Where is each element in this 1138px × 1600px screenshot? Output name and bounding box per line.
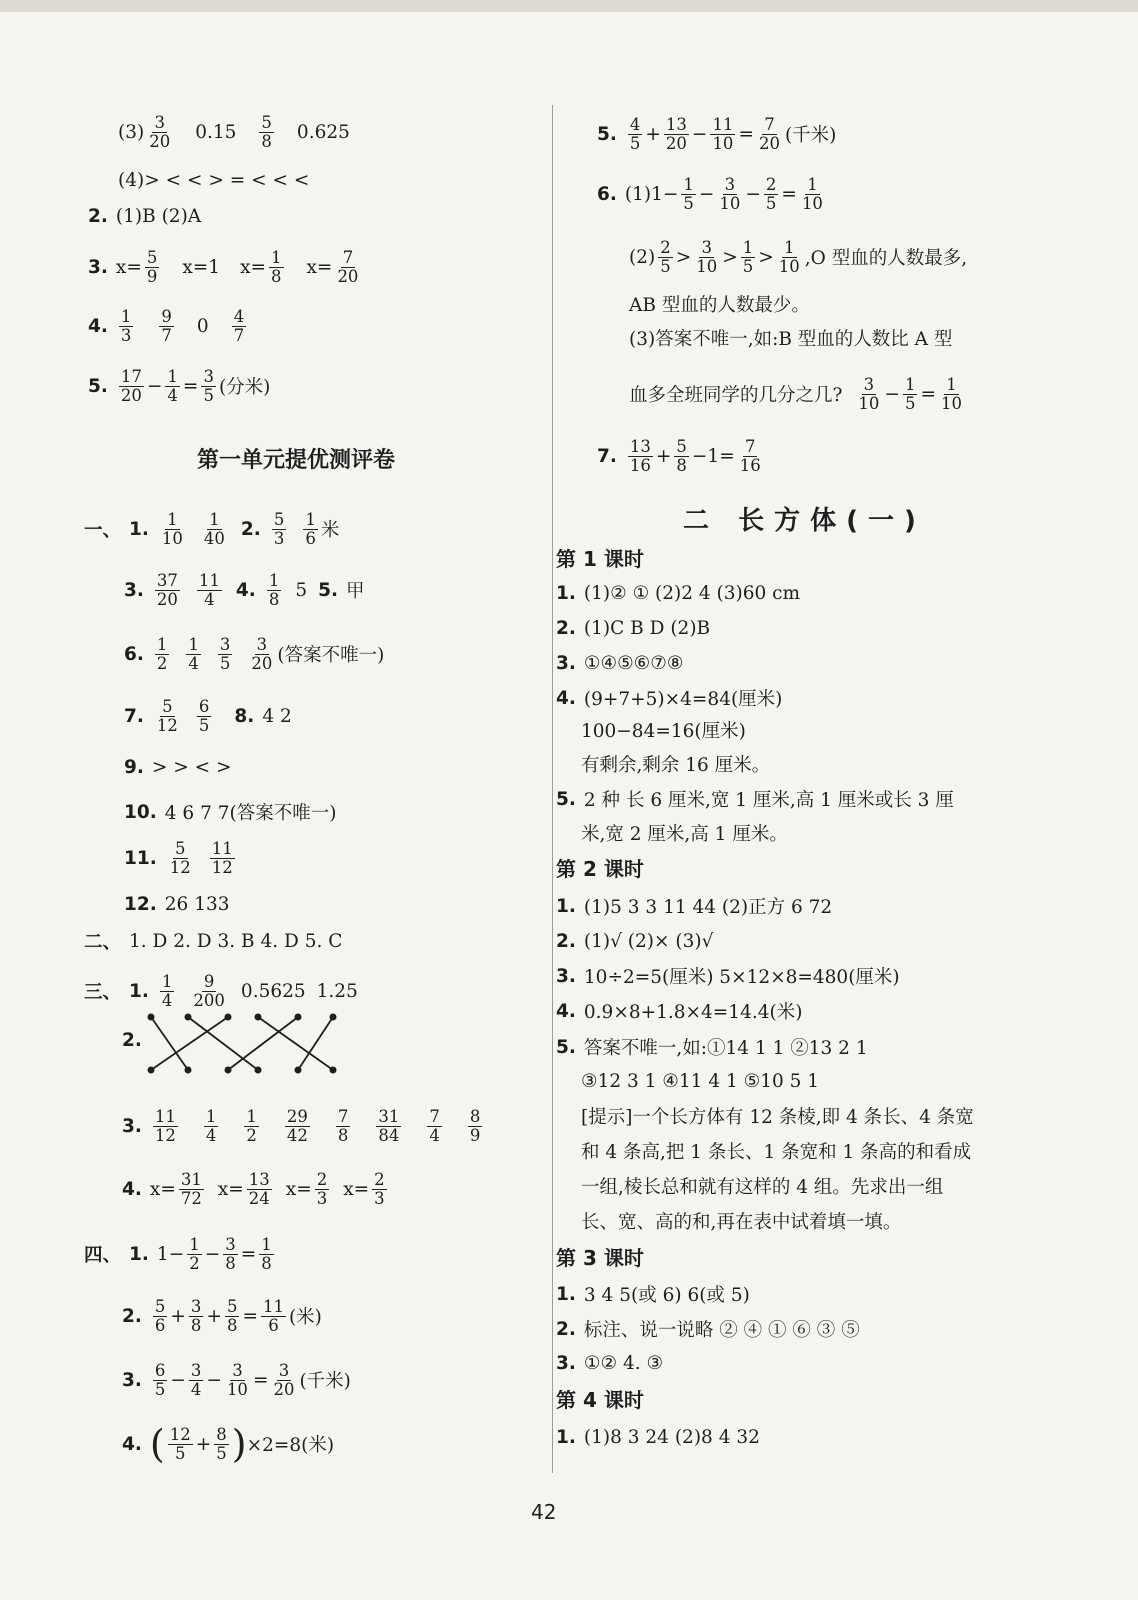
part1-q6 <box>124 630 384 678</box>
answer-text: 26 133 <box>164 893 230 915</box>
chapter-part: (一) <box>846 506 926 536</box>
fraction: $\frac{3}{10}$ <box>696 238 718 276</box>
fraction: $\frac{8}{5}$ <box>216 1425 227 1463</box>
fraction: $\frac{1}{5}$ <box>904 375 916 413</box>
note: (答案不唯一) <box>277 645 385 666</box>
fraction: $\frac{1}{6}$ <box>305 510 316 548</box>
question-number: 2. <box>556 1318 576 1340</box>
fraction: $\frac{1}{2}$ <box>156 635 168 673</box>
right-q5 <box>597 110 836 158</box>
unit: (千米) <box>784 125 837 146</box>
operator: + <box>195 1433 212 1455</box>
fraction: $\frac{1}{10}$ <box>801 175 823 213</box>
question-number: 11. <box>124 847 157 869</box>
var: x= <box>306 256 333 278</box>
unit: (分米) <box>218 377 271 398</box>
question-number: 1. <box>129 980 149 1002</box>
question-number: 3. <box>556 1352 576 1374</box>
answer-text: 有剩余,剩余 16 厘米。 <box>581 755 771 776</box>
dot <box>185 1014 192 1021</box>
fraction: $\frac{5}{8}$ <box>676 437 687 475</box>
fraction: $\frac{5}{8}$ <box>226 1297 238 1335</box>
fraction: $\frac{3}{10}$ <box>226 1361 248 1399</box>
operator: + <box>170 1305 186 1327</box>
part1-q10 <box>124 788 336 836</box>
question-number: 5. <box>597 123 617 145</box>
part-number: 四、 <box>84 1245 122 1266</box>
fraction: $\frac{1}{10}$ <box>940 375 962 413</box>
value: 甲 <box>346 581 365 602</box>
unit: 米 <box>320 520 340 541</box>
section-title: 第一单元提优测评卷 <box>197 448 396 473</box>
question-number: 7. <box>124 705 144 727</box>
fraction: $\frac{8}{9}$ <box>469 1107 481 1145</box>
close-paren: ) <box>231 1422 247 1466</box>
fraction: $\frac{7}{4}$ <box>429 1107 440 1145</box>
fraction: $\frac{3}{20}$ <box>149 113 171 151</box>
fraction: $\frac{3}{8}$ <box>225 1235 236 1273</box>
question-number: 6. <box>124 643 144 665</box>
value: 0.625 <box>296 121 350 143</box>
part1-q11 <box>124 834 238 882</box>
operator: − <box>206 1369 222 1391</box>
answer-text: 4 6 7 7(答案不唯一) <box>164 803 337 824</box>
fraction: $\frac{1}{4}$ <box>188 635 199 673</box>
value: 0 <box>196 315 209 337</box>
value: 0.5625 <box>240 980 306 1002</box>
fraction-list <box>150 1108 486 1144</box>
operator: − <box>170 1369 186 1391</box>
operator: − <box>204 1243 221 1265</box>
var: x= <box>149 1178 176 1200</box>
question-number: 1. <box>556 582 576 604</box>
answer-text: (1)② ① (2)2 4 (3)60 cm <box>583 582 801 604</box>
fraction: $\frac{2}{3}$ <box>374 1170 385 1208</box>
answer-text: 2 种 长 6 厘米,宽 1 厘米,高 1 厘米或长 3 厘 <box>583 790 954 811</box>
fraction: $\frac{3}{5}$ <box>203 367 214 405</box>
answer-text: 10÷2=5(厘米) 5×12×8=480(厘米) <box>583 967 900 988</box>
fraction: $\frac{17}{20}$ <box>120 367 142 405</box>
fraction: $\frac{3}{4}$ <box>190 1361 202 1399</box>
question-number: 4. <box>556 687 576 709</box>
question-number: 12. <box>124 893 157 915</box>
fraction: $\frac{1}{8}$ <box>261 1235 272 1273</box>
answer-text: (1)C B D (2)B <box>583 617 711 639</box>
fraction: $\frac{9}{7}$ <box>161 307 172 345</box>
left-line-3 <box>118 108 350 156</box>
fraction: $\frac{11}{12}$ <box>211 839 233 877</box>
question-number: 1. <box>556 895 576 917</box>
answer-text: (1)√ (2)× (3)√ <box>583 930 714 952</box>
fraction: $\frac{11}{6}$ <box>262 1297 284 1335</box>
part1-q1-q2 <box>84 505 339 553</box>
question-number: 9. <box>124 756 144 778</box>
matching-diagram <box>146 1012 346 1082</box>
answer-text: 标注、说一说略 ② ④ ① ⑥ ③ ⑤ <box>583 1320 860 1341</box>
question-number: 3. <box>122 1115 142 1137</box>
right-q7 <box>597 432 766 480</box>
part4-q2 <box>122 1292 322 1340</box>
lesson-title: 第 3 课时 <box>556 1246 644 1270</box>
operator: > <box>675 246 692 268</box>
right-q6-1 <box>597 170 828 218</box>
fraction: $\frac{1}{4}$ <box>161 972 173 1010</box>
fraction: $\frac{6}{5}$ <box>154 1361 166 1399</box>
label: (2) <box>629 246 656 268</box>
answer-text: 0.9×8+1.8×4=14.4(米) <box>583 1002 803 1023</box>
fraction: $\frac{5}{6}$ <box>154 1297 166 1335</box>
fraction: $\frac{5}{12}$ <box>156 697 178 735</box>
part3-q1 <box>84 967 358 1015</box>
answer-text: 答案不唯一,如:①14 1 1 ②13 2 1 <box>583 1038 868 1059</box>
dot <box>295 1067 302 1074</box>
var: x= <box>285 1178 312 1200</box>
question-number: 4. <box>556 1000 576 1022</box>
fraction: $\frac{29}{42}$ <box>286 1107 308 1145</box>
left-q3 <box>88 243 363 291</box>
var: x= <box>217 1178 244 1200</box>
answer-text: [提示]一个长方体有 12 条棱,即 4 条长、4 条宽 <box>581 1107 974 1128</box>
unit: (千米) <box>299 1371 351 1392</box>
answer-text: ①④⑤⑥⑦⑧ <box>583 652 684 674</box>
part4-q4 <box>122 1420 334 1468</box>
fraction: $\frac{3}{10}$ <box>858 375 880 413</box>
dot <box>295 1014 302 1021</box>
answer-text: (1)8 3 24 (2)8 4 32 <box>583 1426 760 1448</box>
answer-text: (1)B (2)A <box>115 205 202 227</box>
operator: = <box>242 1305 258 1327</box>
fraction: $\frac{6}{5}$ <box>198 697 210 735</box>
fraction: $\frac{3}{8}$ <box>190 1297 202 1335</box>
value: 1.25 <box>316 980 358 1002</box>
comparison-answers: (4)> < < > = < < < <box>118 169 310 191</box>
answer-line <box>581 809 788 857</box>
answer-text: 一组,棱长总和就有这样的 4 组。先求出一组 <box>581 1177 944 1198</box>
expression: 1− <box>156 1243 185 1265</box>
fraction: $\frac{31}{72}$ <box>180 1170 202 1208</box>
left-q2 <box>88 192 201 240</box>
fraction: $\frac{1}{2}$ <box>246 1107 257 1145</box>
dot <box>185 1067 192 1074</box>
question-number: 2. <box>122 1029 142 1051</box>
question-number: 1. <box>129 518 149 540</box>
lesson-title: 第 4 课时 <box>556 1388 644 1412</box>
question-number: 3. <box>556 965 576 987</box>
fraction: $\frac{2}{3}$ <box>316 1170 328 1208</box>
fraction: $\frac{1}{10}$ <box>778 238 800 276</box>
dot <box>255 1014 262 1021</box>
fraction: $\frac{13}{20}$ <box>665 115 687 153</box>
dot <box>148 1014 155 1021</box>
part2-answers <box>84 917 342 965</box>
question-number: 1. <box>556 1426 576 1448</box>
operator: − <box>146 375 163 397</box>
answer-line <box>581 1197 901 1245</box>
question-number: 4. <box>122 1433 142 1455</box>
operator: − <box>698 183 715 205</box>
left-q4 <box>88 302 249 350</box>
part-number: 一、 <box>84 520 122 541</box>
question-number: 5. <box>88 375 108 397</box>
operator: = <box>738 123 754 145</box>
chapter-name: 长方体 <box>738 506 847 536</box>
question-number: 3. <box>122 1369 142 1391</box>
answer-text: 100−84=16(厘米) <box>581 721 746 742</box>
fraction: $\frac{9}{200}$ <box>193 972 225 1010</box>
question-number: 3. <box>124 579 144 601</box>
text: AB 型血的人数最少。 <box>629 295 810 316</box>
operator: > <box>722 246 738 268</box>
question-number: 5. <box>318 579 338 601</box>
fraction: $\frac{1}{5}$ <box>683 175 694 213</box>
right-q6-3 <box>629 314 952 362</box>
operator: − <box>745 183 761 205</box>
fraction: $\frac{7}{8}$ <box>337 1107 349 1145</box>
answer-line <box>556 1339 663 1387</box>
question-number: 1. <box>556 1283 576 1305</box>
fraction: $\frac{1}{3}$ <box>120 307 132 345</box>
operator: > <box>758 246 774 268</box>
answer-text: (1)5 3 3 11 44 (2)正方 6 72 <box>583 897 833 918</box>
value: 4 2 <box>262 705 292 727</box>
question-number: 4. <box>88 315 108 337</box>
value: 0.15 <box>195 121 237 143</box>
part1-q9 <box>124 743 232 791</box>
fraction: $\frac{1}{8}$ <box>271 248 282 286</box>
fraction: $\frac{4}{7}$ <box>233 307 245 345</box>
dot <box>330 1014 337 1021</box>
question-number: 2. <box>88 205 108 227</box>
fraction: $\frac{1}{2}$ <box>189 1235 200 1273</box>
var: x= <box>240 256 266 278</box>
fraction: $\frac{3}{10}$ <box>719 175 741 213</box>
dot <box>330 1067 337 1074</box>
part4-q3 <box>122 1356 351 1404</box>
part1-q7-q8 <box>124 692 292 740</box>
expression: −1= <box>691 445 735 467</box>
answer-text: 米,宽 2 厘米,高 1 厘米。 <box>581 824 788 845</box>
chapter-number: 二 <box>683 506 720 536</box>
operator: = <box>920 383 936 405</box>
fraction: $\frac{7}{20}$ <box>758 115 780 153</box>
question-number: 4. <box>235 579 256 601</box>
fraction: $\frac{2}{5}$ <box>660 238 671 276</box>
operator: − <box>884 383 900 405</box>
question-number: 3. <box>88 256 108 278</box>
open-paren: ( <box>149 1422 165 1466</box>
column-divider <box>552 105 553 1473</box>
label: (3) <box>118 121 145 143</box>
answer-text: 和 4 条高,把 1 条长、1 条宽和 1 条高的和看成 <box>581 1142 972 1163</box>
fraction: $\frac{1}{4}$ <box>167 367 178 405</box>
chapter-title <box>683 500 926 537</box>
answer-line <box>556 1413 760 1461</box>
fraction: $\frac{5}{12}$ <box>169 839 191 877</box>
fraction: $\frac{31}{84}$ <box>378 1107 400 1145</box>
fraction: $\frac{1}{10}$ <box>161 510 183 548</box>
unit: (米) <box>288 1307 322 1328</box>
part-number: 三、 <box>84 982 122 1003</box>
fraction: $\frac{1}{4}$ <box>205 1107 217 1145</box>
right-q6-3-cont <box>629 370 967 418</box>
page-number: 42 <box>531 1500 557 1524</box>
question-number: 2. <box>122 1305 142 1327</box>
fraction: $\frac{7}{20}$ <box>337 248 359 286</box>
fraction: $\frac{37}{20}$ <box>156 571 178 609</box>
question-number: 10. <box>124 801 157 823</box>
answer-text: 长、宽、高的和,再在表中试着填一填。 <box>581 1212 902 1233</box>
fraction: $\frac{11}{12}$ <box>154 1107 176 1145</box>
question-number: 2. <box>556 617 576 639</box>
dot <box>225 1067 232 1074</box>
question-number: 8. <box>234 705 255 727</box>
operator: = <box>240 1243 257 1265</box>
fraction: $\frac{11}{4}$ <box>198 571 220 609</box>
var: x= <box>343 1178 370 1200</box>
dot <box>255 1067 262 1074</box>
question-number: 2. <box>240 518 261 540</box>
fraction: $\frac{5}{9}$ <box>146 248 158 286</box>
part-number: 二、 <box>84 932 122 953</box>
question-number: 7. <box>597 445 617 467</box>
var: x= <box>115 256 142 278</box>
fraction: $\frac{1}{40}$ <box>203 510 225 548</box>
fraction: $\frac{13}{16}$ <box>629 437 651 475</box>
answer-text: ①② 4. ③ <box>583 1352 664 1374</box>
question-number: 2. <box>556 930 576 952</box>
fraction: $\frac{13}{24}$ <box>248 1170 270 1208</box>
text: (3)答案不唯一,如:B 型血的人数比 A 型 <box>629 329 953 350</box>
expression: ×2=8(米) <box>246 1435 335 1456</box>
question-number: 3. <box>556 652 576 674</box>
fraction: $\frac{2}{5}$ <box>765 175 777 213</box>
operator: = <box>781 183 797 205</box>
part4-q1 <box>84 1230 277 1278</box>
operator: − <box>691 123 708 145</box>
fraction: $\frac{3}{20}$ <box>273 1361 295 1399</box>
question-number: 5. <box>556 1036 576 1058</box>
text: 血多全班同学的几分之几? <box>629 385 843 406</box>
answer-text: 1. D 2. D 3. B 4. D 5. C <box>129 930 343 952</box>
fraction: $\frac{5}{3}$ <box>273 510 285 548</box>
fraction: $\frac{4}{5}$ <box>629 115 641 153</box>
fraction: $\frac{5}{8}$ <box>261 113 272 151</box>
answer-text: > > < > <box>151 756 232 778</box>
operator: + <box>655 445 672 467</box>
part3-q3 <box>122 1102 485 1150</box>
fraction: $\frac{12}{5}$ <box>169 1425 191 1463</box>
part1-q3-q5 <box>124 566 365 614</box>
operator: + <box>206 1305 222 1327</box>
answer-text: (9+7+5)×4=84(厘米) <box>583 689 783 710</box>
question-number: 1. <box>129 1243 149 1265</box>
operator: = <box>182 375 199 397</box>
fraction: $\frac{11}{10}$ <box>712 115 734 153</box>
lesson-title: 第 1 课时 <box>556 547 644 571</box>
value: 5 <box>295 579 308 601</box>
answer-text: 3 4 5(或 6) 6(或 5) <box>583 1285 750 1306</box>
dot <box>225 1014 232 1021</box>
right-q6-2 <box>629 233 967 281</box>
question-number: 5. <box>556 788 576 810</box>
lesson-title: 第 2 课时 <box>556 857 644 881</box>
part3-q4 <box>122 1165 390 1213</box>
scan-top-edge <box>0 0 1138 12</box>
fraction: $\frac{7}{16}$ <box>739 437 761 475</box>
operator: = <box>252 1369 269 1391</box>
question-number: 4. <box>122 1178 142 1200</box>
fraction: $\frac{1}{8}$ <box>268 571 280 609</box>
value: x=1 <box>182 256 221 278</box>
dot <box>148 1067 155 1074</box>
question-number: 6. <box>597 183 617 205</box>
left-q5 <box>88 362 270 410</box>
text: ,O 型血的人数最多, <box>804 248 968 269</box>
fraction: $\frac{3}{20}$ <box>251 635 273 673</box>
expression: (1)1− <box>624 183 679 205</box>
answer-text: ③12 3 1 ④11 4 1 ⑤10 5 1 <box>581 1070 820 1092</box>
operator: + <box>645 123 661 145</box>
fraction: $\frac{1}{5}$ <box>742 238 754 276</box>
fraction: $\frac{3}{5}$ <box>219 635 231 673</box>
